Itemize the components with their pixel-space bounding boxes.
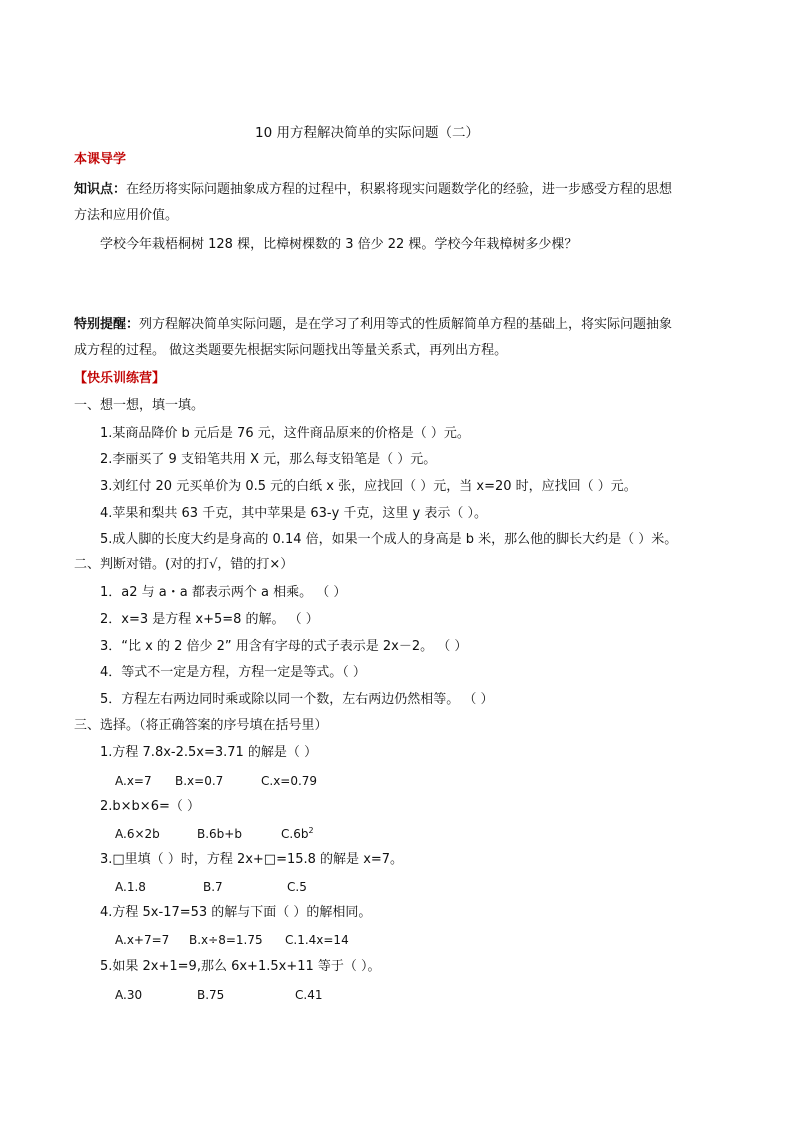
- knowledge-text-2: 方法和应用价值。: [74, 208, 179, 223]
- page-title: 10 用方程解决简单的实际问题（二）: [255, 125, 479, 141]
- option-b: B.75: [197, 988, 225, 1002]
- choice-question: 2.b×b×6=（ ）: [100, 799, 200, 814]
- option-c: C.x=0.79: [261, 774, 318, 788]
- example-problem: 学校今年栽梧桐树 128 棵，比樟树棵数的 3 倍少 22 棵。学校今年栽樟树多少棵？: [100, 237, 578, 252]
- choice-question: 1.方程 7.8x-2.5x=3.71 的解是（ ）: [100, 745, 318, 760]
- option-c-superscript: 2: [308, 826, 314, 835]
- option-a: A.6×2b: [115, 827, 160, 841]
- judgement-item: 4．等式不一定是方程，方程一定是等式。（ ）: [100, 665, 366, 680]
- choice-options: [115, 826, 314, 842]
- choice-question: 3.□里填（ ）时，方程 2x+□=15.8 的解是 x=7。: [100, 852, 404, 867]
- reminder-text-2: 成方程的过程。 做这类题要先根据实际问题找出等量关系式，再列出方程。: [74, 343, 508, 358]
- option-c: [281, 826, 314, 842]
- choice-question: 4.方程 5x-17=53 的解与下面（ ）的解相同。: [100, 905, 372, 920]
- option-a: A.x=7: [115, 774, 152, 788]
- question-item: 4.苹果和梨共 63 千克，其中苹果是 63-y 千克，这里 y 表示（ ）。: [100, 506, 487, 521]
- question-item: 1.某商品降价 b 元后是 76 元，这件商品原来的价格是（ ）元。: [100, 426, 470, 441]
- practice-heading: 【快乐训练营】: [74, 371, 166, 386]
- question-item: 5.成人脚的长度大约是身高的 0.14 倍，如果一个成人的身高是 b 米，那么他的脚长大约是（ ）米。: [100, 532, 678, 547]
- option-c: C.1.4x=14: [285, 933, 349, 947]
- judgement-item: 5．方程左右两边同时乘或除以同一个数，左右两边仍然相等。 （ ）: [100, 692, 494, 707]
- question-item: 3.刘红付 20 元买单价为 0.5 元的白纸 x 张，应找回（ ）元，当 x=20 时，应找回（ ）元。: [100, 479, 637, 494]
- section-2-title: 二、判断对错。(对的打√，错的打×）: [74, 557, 294, 572]
- option-b: B.7: [203, 880, 223, 894]
- judgement-item: 3．“比 x 的 2 倍少 2” 用含有字母的式子表示是 2x－2。 （ ）: [100, 639, 468, 654]
- section-3-title: 三、选择。（将正确答案的序号填在括号里）: [74, 718, 328, 733]
- reminder-line-1: [74, 317, 672, 333]
- option-a: A.x+7=7: [115, 933, 170, 947]
- choice-options: [115, 987, 322, 1003]
- option-c-text: C.6b: [281, 827, 309, 841]
- option-c: C.5: [287, 880, 307, 894]
- knowledge-label: 知识点：: [74, 182, 127, 197]
- choice-question: 5.如果 2x+1=9,那么 6x+1.5x+11 等于（ ）。: [100, 959, 381, 974]
- section-1-title: 一、想一想，填一填。: [74, 398, 205, 413]
- knowledge-text-1: 在经历将实际问题抽象成方程的过程中，积累将现实问题数学化的经验，进一步感受方程的思想: [126, 182, 673, 197]
- choice-options: [115, 932, 349, 948]
- option-b: B.6b+b: [197, 827, 242, 841]
- option-a: A.1.8: [115, 880, 146, 894]
- question-item: 2.李丽买了 9 支铅笔共用 X 元，那么每支铅笔是（ ）元。: [100, 452, 437, 467]
- choice-options: [115, 773, 317, 789]
- option-c: C.41: [295, 988, 323, 1002]
- judgement-item: 1．a2 与 a・a 都表示两个 a 相乘。 （ ）: [100, 585, 347, 600]
- reminder-label: 特别提醒：: [74, 317, 140, 332]
- option-a: A.30: [115, 988, 143, 1002]
- choice-options: [115, 879, 307, 895]
- option-b: B.x=0.7: [175, 774, 224, 788]
- option-b: B.x÷8=1.75: [189, 933, 263, 947]
- judgement-item: 2．x=3 是方程 x+5=8 的解。 （ ）: [100, 612, 319, 627]
- guide-heading: 本课导学: [74, 152, 127, 167]
- reminder-text-1: 列方程解决简单实际问题，是在学习了利用等式的性质解简单方程的基础上，将实际问题抽象: [139, 317, 673, 332]
- knowledge-line-1: [74, 182, 672, 198]
